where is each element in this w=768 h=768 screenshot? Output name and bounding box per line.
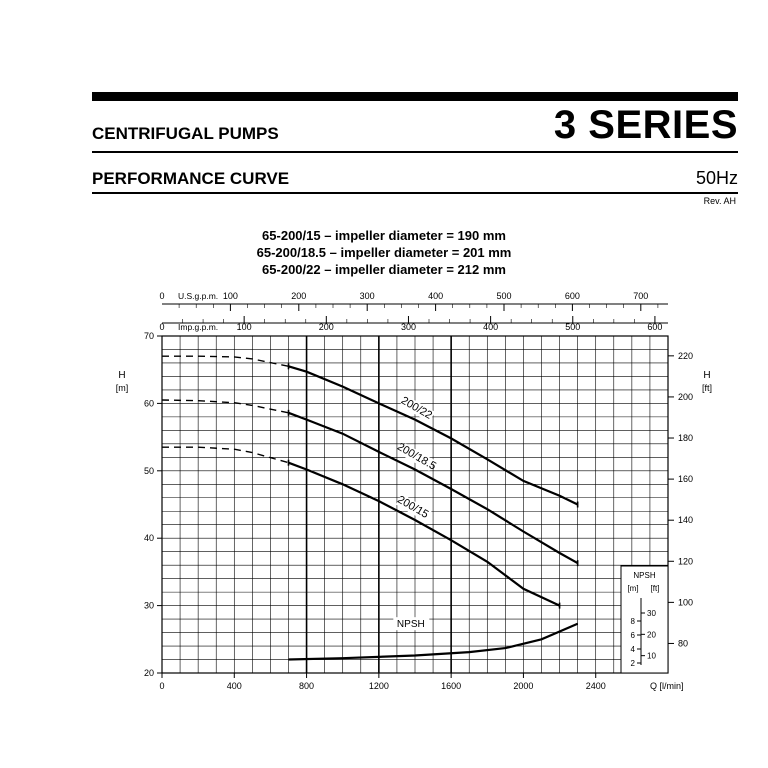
npsh-scale-unit-m: [m] <box>627 584 639 593</box>
usgpm-tick-label: 500 <box>496 291 512 301</box>
y-right-tick-label: 160 <box>678 474 694 485</box>
x-tick-label: 2000 <box>513 681 534 691</box>
usgpm-zero-label: 0 <box>159 291 165 301</box>
y-right-tick-label: 200 <box>678 391 694 402</box>
usgpm-tick-label: 300 <box>359 291 375 301</box>
npsh-ft-label: 10 <box>647 651 656 661</box>
npsh-curve-label: NPSH <box>396 619 425 631</box>
x-tick-label: 1600 <box>441 681 462 691</box>
series-label: 200/18.5 <box>394 440 439 473</box>
npsh-scale-title: NPSH <box>633 571 656 580</box>
chart-title-line: 65-200/15 – impeller diameter = 190 mm <box>262 228 506 243</box>
impgpm-tick-label: 100 <box>236 322 252 332</box>
chart-title-line: 65-200/18.5 – impeller diameter = 201 mm <box>256 245 512 260</box>
chart-title-line: 65-200/22 – impeller diameter = 212 mm <box>262 262 506 277</box>
series-label: 200/15 <box>395 493 431 521</box>
y-axis-label: H <box>118 370 126 381</box>
npsh-m-label: 4 <box>630 645 635 654</box>
x-tick-label: 1200 <box>368 681 389 691</box>
npsh-scale-unit-ft: [ft] <box>650 584 660 593</box>
product-category: CENTRIFUGAL PUMPS <box>92 124 279 143</box>
usgpm-tick-label: 700 <box>633 291 649 301</box>
npsh-scale-box <box>621 566 668 673</box>
y-right-axis-unit: [ft] <box>701 383 713 393</box>
impgpm-zero-label: 0 <box>159 322 165 332</box>
y-right-tick-label: 120 <box>678 556 694 567</box>
section-title: PERFORMANCE CURVE <box>92 169 290 188</box>
x-tick-label: 0 <box>159 681 165 691</box>
series-label: 200/22 <box>398 394 435 422</box>
usgpm-tick-label: 600 <box>564 291 580 301</box>
y-tick-label: 30 <box>143 600 154 611</box>
npsh-ft-label: 20 <box>647 630 656 640</box>
usgpm-tick-label: 200 <box>291 291 307 301</box>
usgpm-tick-label: 100 <box>222 291 238 301</box>
y-right-tick-label: 140 <box>678 515 694 526</box>
impgpm-tick-label: 600 <box>647 322 663 332</box>
impgpm-tick-label: 200 <box>318 322 334 332</box>
y-right-axis-label: H <box>703 370 711 381</box>
usgpm-axis-label: U.S.g.p.m. <box>178 291 219 301</box>
y-right-tick-label: 180 <box>678 433 694 444</box>
series-title: 3 SERIES <box>553 103 738 147</box>
x-tick-label: 400 <box>226 681 242 691</box>
y-axis-unit: [m] <box>115 383 129 393</box>
y-right-tick-label: 80 <box>678 638 689 649</box>
usgpm-tick-label: 400 <box>428 291 444 301</box>
npsh-m-label: 2 <box>630 659 635 668</box>
npsh-m-label: 6 <box>630 631 635 640</box>
series-dashed-curve <box>162 447 289 463</box>
impgpm-tick-label: 500 <box>565 322 581 332</box>
npsh-m-label: 8 <box>630 617 635 626</box>
impgpm-axis-label: Imp.g.p.m. <box>178 322 219 332</box>
x-axis-label: Q [l/min] <box>650 681 684 691</box>
y-right-tick-label: 220 <box>678 350 694 361</box>
frequency-label: 50Hz <box>695 168 738 188</box>
series-dashed-curve <box>162 356 289 366</box>
y-tick-label: 50 <box>143 465 154 476</box>
y-right-tick-label: 100 <box>678 597 694 608</box>
impgpm-tick-label: 300 <box>400 322 416 332</box>
impgpm-tick-label: 400 <box>483 322 499 332</box>
y-tick-label: 20 <box>143 668 154 678</box>
series-dashed-curve <box>162 400 289 413</box>
x-tick-label: 2400 <box>585 681 606 691</box>
y-tick-label: 60 <box>143 398 154 409</box>
npsh-ft-label: 30 <box>647 608 656 618</box>
y-tick-label: 70 <box>143 331 154 341</box>
revision-label: Rev. AH <box>703 196 736 206</box>
x-tick-label: 800 <box>299 681 315 691</box>
y-tick-label: 40 <box>143 533 154 544</box>
